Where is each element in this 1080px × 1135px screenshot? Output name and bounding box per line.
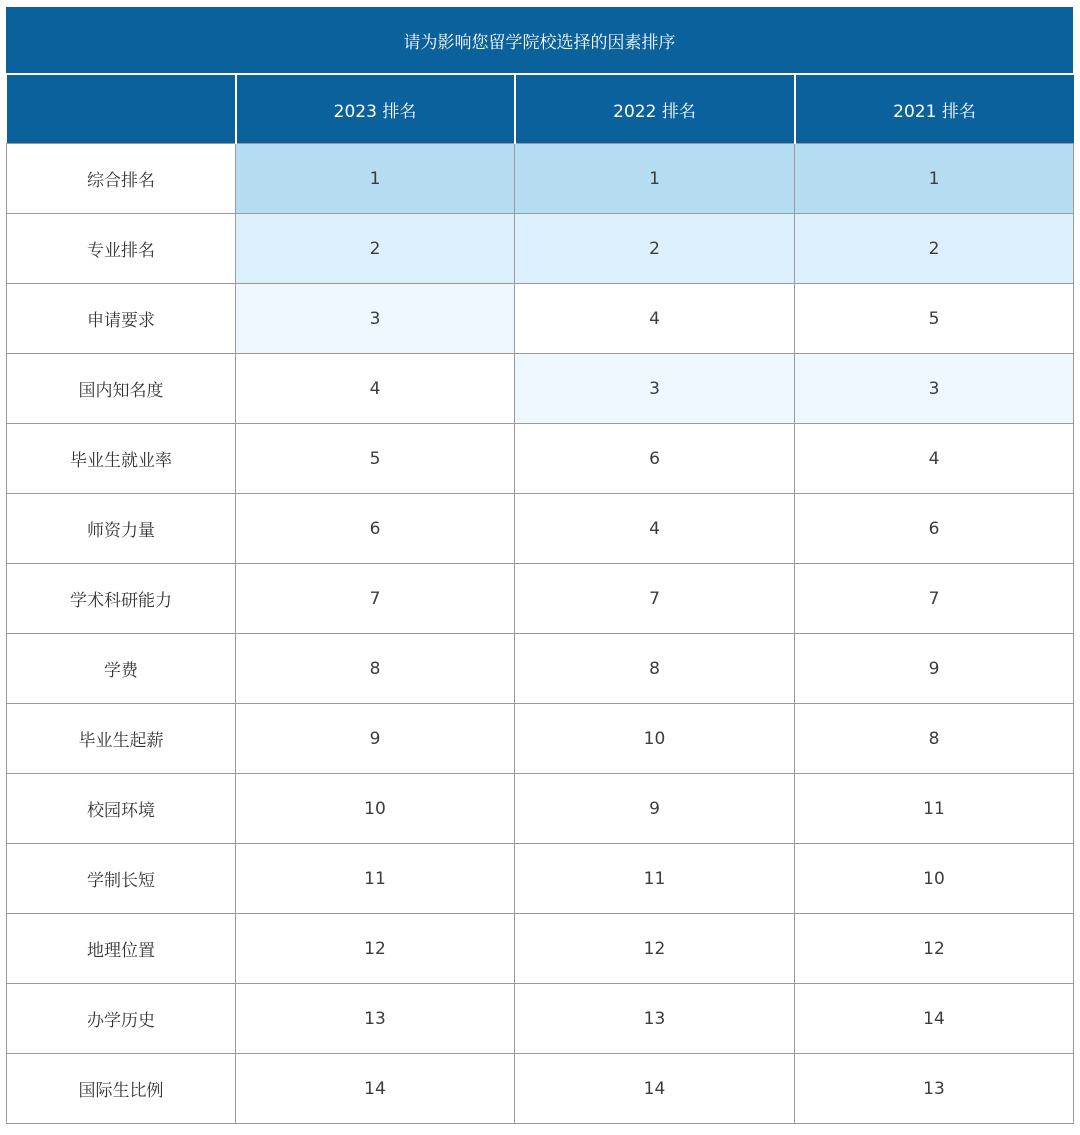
- row-factor-label: 国内知名度: [7, 354, 236, 424]
- table-title: 请为影响您留学院校选择的因素排序: [6, 7, 1073, 75]
- rank-cell: 4: [795, 424, 1074, 494]
- table-row: [7, 984, 1074, 1054]
- row-factor-label: 学制长短: [7, 844, 236, 914]
- row-factor-label: 地理位置: [7, 914, 236, 984]
- table-row: [7, 564, 1074, 634]
- rank-cell: 7: [236, 564, 515, 634]
- row-factor-label: 毕业生就业率: [7, 424, 236, 494]
- row-factor-label: 专业排名: [7, 214, 236, 284]
- corner-header: [7, 75, 236, 144]
- table-row: [7, 914, 1074, 984]
- table-row: [7, 144, 1074, 214]
- rank-cell: 11: [515, 844, 795, 914]
- rank-cell: 9: [795, 634, 1074, 704]
- rank-cell: 13: [795, 1054, 1074, 1124]
- rank-cell: 13: [515, 984, 795, 1054]
- ranking-table-container: [6, 7, 1073, 1124]
- rank-cell: 9: [236, 704, 515, 774]
- rank-cell: 3: [795, 354, 1074, 424]
- table-row: [7, 1054, 1074, 1124]
- rank-cell: 4: [236, 354, 515, 424]
- rank-cell: 3: [236, 284, 515, 354]
- rank-cell: 3: [515, 354, 795, 424]
- rank-cell: 10: [515, 704, 795, 774]
- rank-cell: 2: [515, 214, 795, 284]
- rank-cell: 1: [236, 144, 515, 214]
- rank-cell: 5: [236, 424, 515, 494]
- row-factor-label: 毕业生起薪: [7, 704, 236, 774]
- column-header-2022: 2022 排名: [515, 75, 795, 144]
- rank-cell: 2: [236, 214, 515, 284]
- table-row: [7, 844, 1074, 914]
- rank-cell: 7: [795, 564, 1074, 634]
- rank-cell: 13: [236, 984, 515, 1054]
- rank-cell: 11: [795, 774, 1074, 844]
- rank-cell: 14: [515, 1054, 795, 1124]
- row-factor-label: 师资力量: [7, 494, 236, 564]
- table-row: [7, 424, 1074, 494]
- rank-cell: 8: [795, 704, 1074, 774]
- row-factor-label: 综合排名: [7, 144, 236, 214]
- row-factor-label: 办学历史: [7, 984, 236, 1054]
- rank-cell: 1: [795, 144, 1074, 214]
- rank-cell: 12: [795, 914, 1074, 984]
- rank-cell: 4: [515, 284, 795, 354]
- rank-cell: 6: [795, 494, 1074, 564]
- table-row: [7, 494, 1074, 564]
- table-row: [7, 704, 1074, 774]
- rank-cell: 10: [236, 774, 515, 844]
- rank-cell: 7: [515, 564, 795, 634]
- column-header-2023: 2023 排名: [236, 75, 515, 144]
- rank-cell: 9: [515, 774, 795, 844]
- rank-cell: 6: [236, 494, 515, 564]
- table-row: [7, 284, 1074, 354]
- rank-cell: 4: [515, 494, 795, 564]
- ranking-table: [6, 75, 1074, 1124]
- table-row: [7, 634, 1074, 704]
- rank-cell: 8: [515, 634, 795, 704]
- row-factor-label: 国际生比例: [7, 1054, 236, 1124]
- rank-cell: 11: [236, 844, 515, 914]
- table-row: [7, 774, 1074, 844]
- rank-cell: 12: [236, 914, 515, 984]
- rank-cell: 12: [515, 914, 795, 984]
- rank-cell: 8: [236, 634, 515, 704]
- rank-cell: 5: [795, 284, 1074, 354]
- row-factor-label: 学费: [7, 634, 236, 704]
- row-factor-label: 校园环境: [7, 774, 236, 844]
- table-body: [7, 144, 1074, 1124]
- row-factor-label: 学术科研能力: [7, 564, 236, 634]
- rank-cell: 14: [236, 1054, 515, 1124]
- rank-cell: 10: [795, 844, 1074, 914]
- table-row: [7, 354, 1074, 424]
- column-header-2021: 2021 排名: [795, 75, 1074, 144]
- rank-cell: 2: [795, 214, 1074, 284]
- row-factor-label: 申请要求: [7, 284, 236, 354]
- table-row: [7, 214, 1074, 284]
- rank-cell: 6: [515, 424, 795, 494]
- header-row: [7, 75, 1074, 144]
- rank-cell: 1: [515, 144, 795, 214]
- rank-cell: 14: [795, 984, 1074, 1054]
